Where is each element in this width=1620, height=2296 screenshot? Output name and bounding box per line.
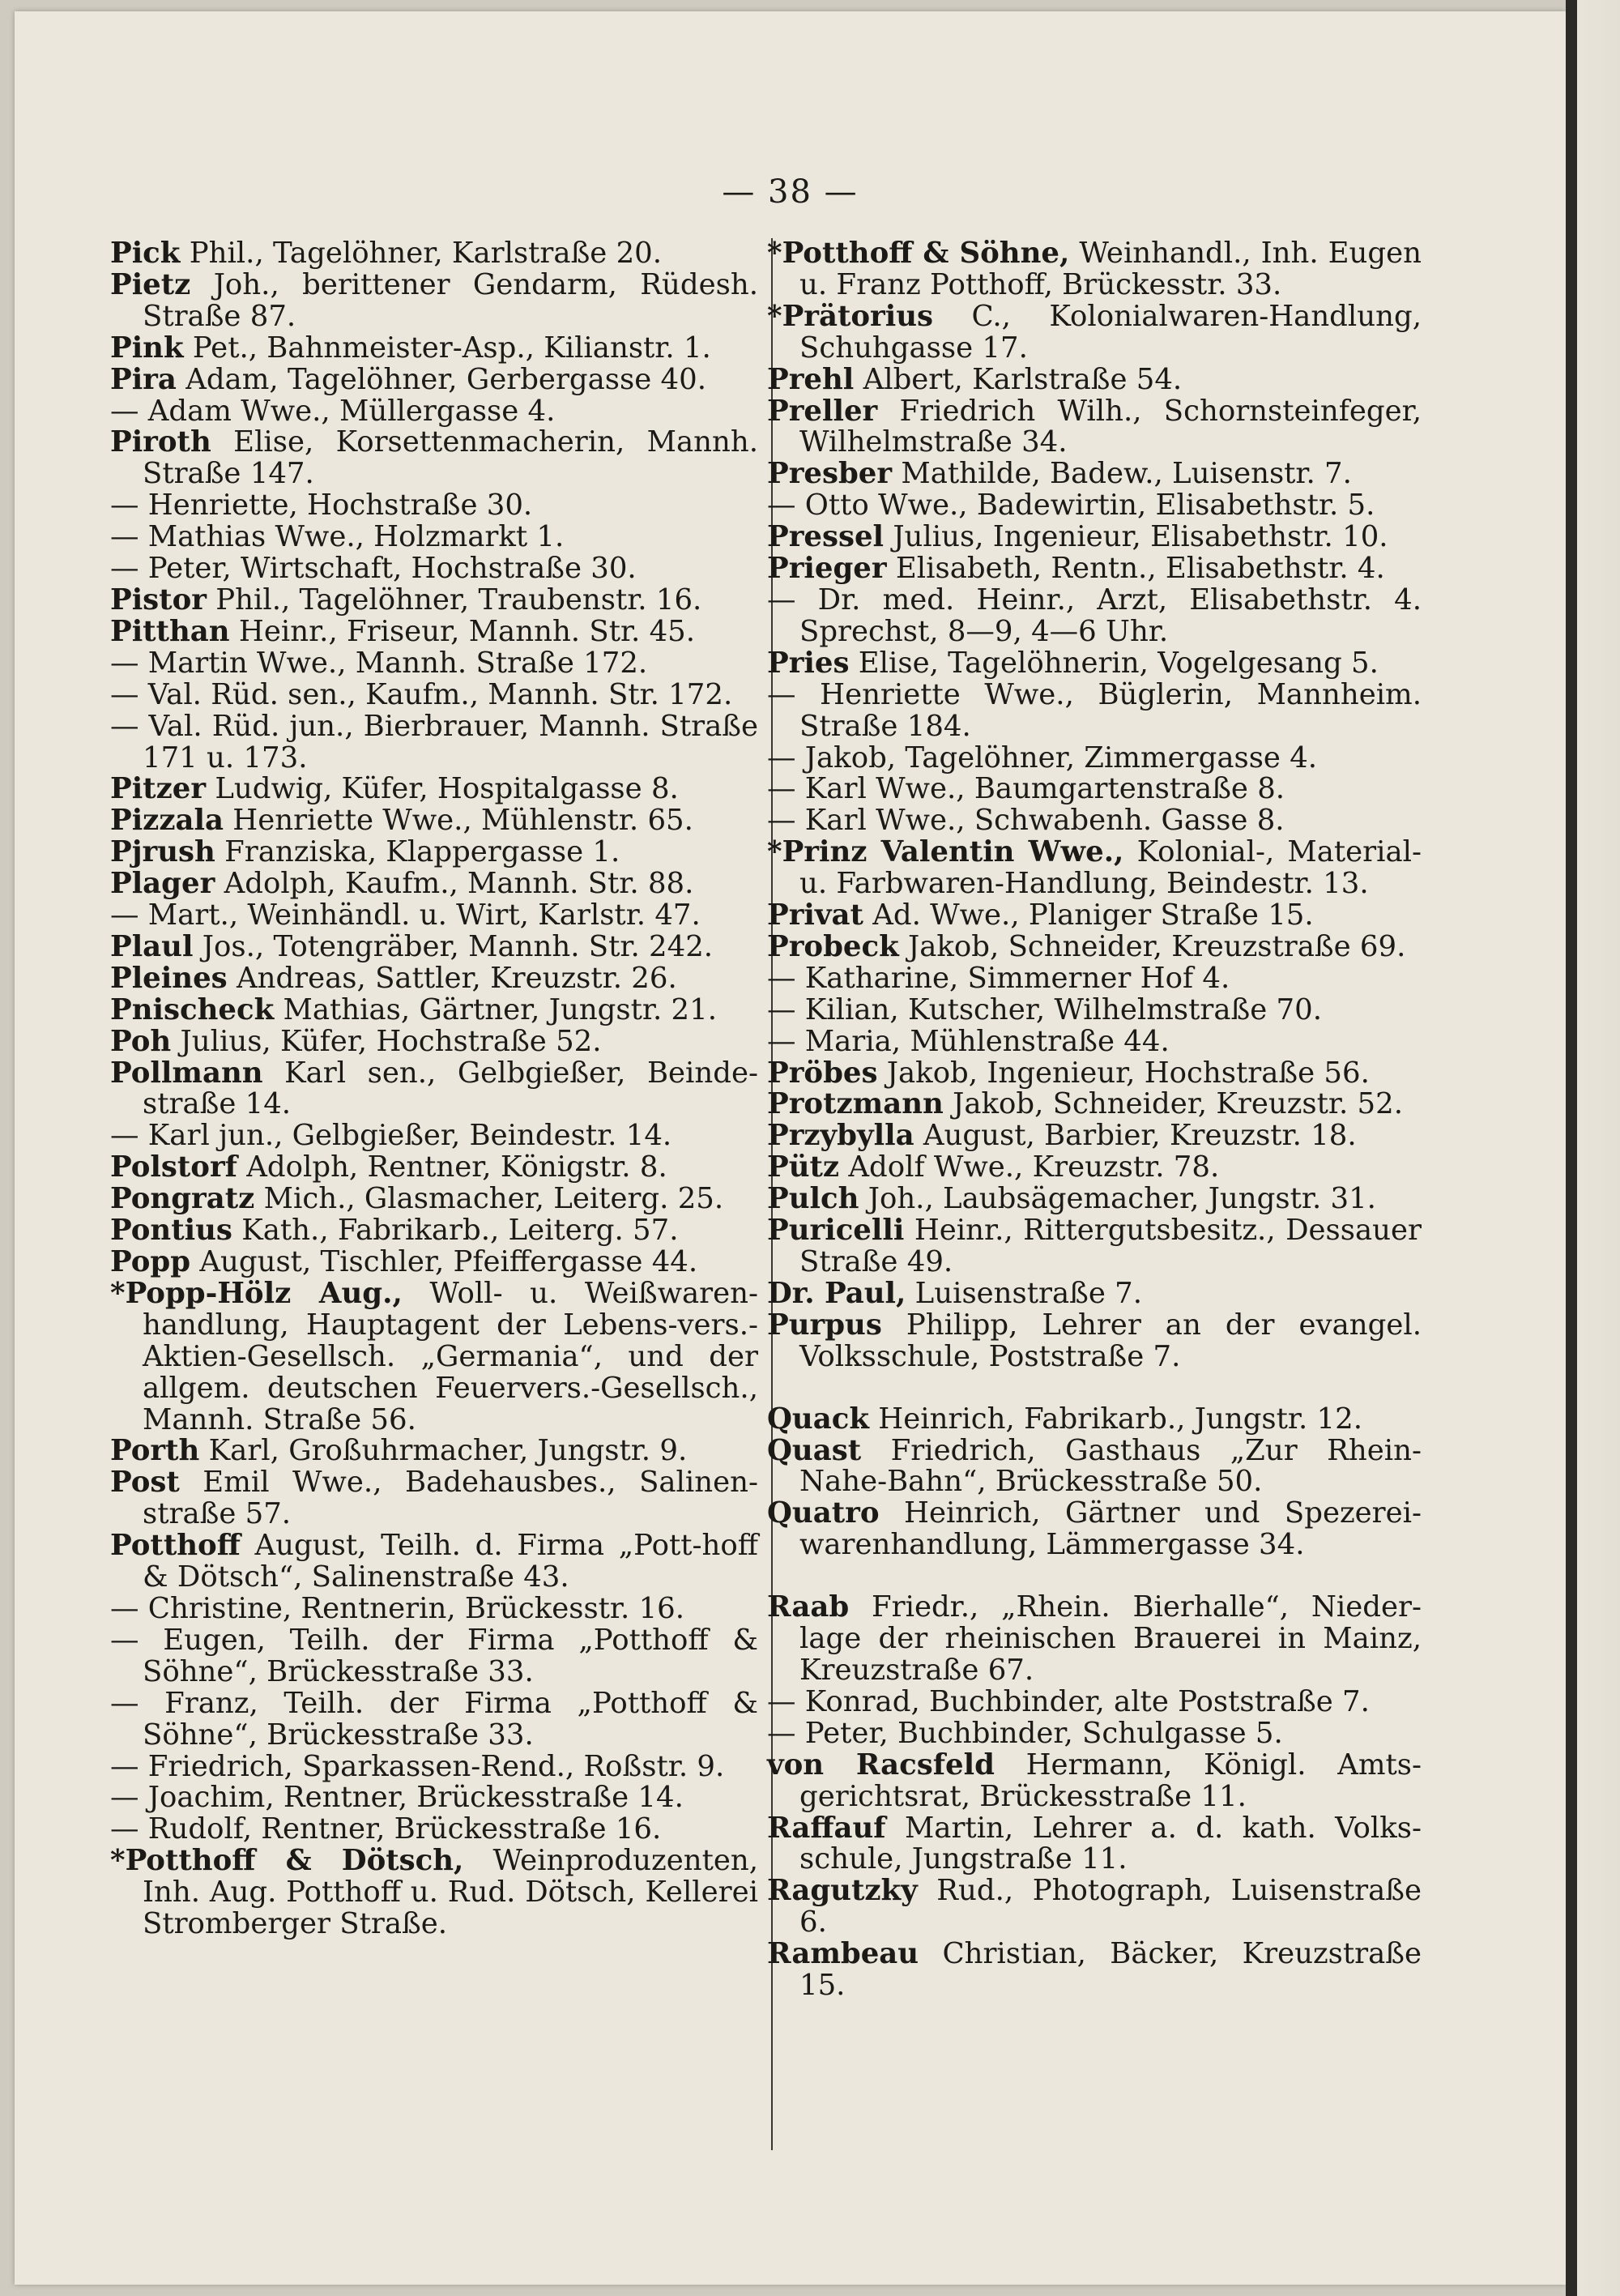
entry-surname: Pontius (110, 1214, 232, 1248)
directory-entry (110, 963, 758, 995)
directory-entry (110, 929, 758, 963)
directory-entry (767, 1278, 1422, 1310)
entry-details: Joh., berittener Gendarm, Rüdesh. Straße 87. (143, 267, 758, 333)
entry-details: August, Tischler, Pfeiffergasse 44. (199, 1245, 698, 1278)
directory-entry (767, 1718, 1422, 1750)
directory-entry (110, 238, 758, 270)
directory-entry (767, 1433, 1422, 1499)
entry-details: Philipp, Lehrer an der evangel. Volksschule, Poststraße 7. (799, 1308, 1422, 1373)
entry-surname: Pitthan (110, 614, 230, 648)
directory-entry (767, 837, 1422, 900)
entry-surname: Popp (110, 1245, 191, 1278)
entry-surname: *Potthoff & Dötsch, (110, 1844, 464, 1878)
directory-entry (110, 1782, 758, 1814)
entry-surname: Rambeau (767, 1937, 919, 1971)
entry-details: — Karl Wwe., Baumgartenstraße 8. (767, 772, 1285, 806)
entry-details: — Mathias Wwe., Holzmarkt 1. (110, 520, 565, 554)
directory-entry (767, 1498, 1422, 1561)
entry-details: Heinrich, Fabrikarb., Jungstr. 12. (878, 1402, 1362, 1436)
directory-entry (110, 1814, 758, 1846)
entry-surname: *Popp-Hölz Aug., (110, 1276, 403, 1310)
entry-surname: von Racsfeld (767, 1748, 995, 1782)
directory-entry (110, 553, 758, 585)
directory-entry (110, 1026, 758, 1058)
entry-details: Woll- u. Weißwaren-handlung, Hauptagent der Lebens-vers.-Aktien-Gesellsch. „Germania“, und der allgem. deutschen Feuervers.-Gesellsch., Mannh. Straße 56. (143, 1276, 758, 1436)
directory-entry (110, 490, 758, 522)
directory-entry (767, 522, 1422, 553)
entry-surname: Preller (767, 394, 878, 428)
directory-entry (767, 648, 1422, 680)
entry-surname: Plager (110, 867, 215, 901)
directory-entry (110, 396, 758, 428)
directory-entry (110, 677, 758, 711)
entry-surname: Pressel (767, 520, 885, 554)
directory-entry (767, 585, 1422, 648)
entry-surname: Pütz (767, 1150, 840, 1184)
directory-entry (767, 1058, 1422, 1090)
entry-details: Elise, Korsettenmacherin, Mannh. Straße 147. (143, 425, 758, 491)
directory-entry (110, 1184, 758, 1215)
entry-details: — Friedrich, Sparkassen-Rend., Roßstr. 9. (110, 1749, 725, 1783)
entry-details: Luisenstraße 7. (914, 1276, 1143, 1310)
directory-entry (110, 1591, 758, 1625)
entry-details: Elisabeth, Rentn., Elisabethstr. 4. (895, 552, 1385, 586)
entry-details: — Rudolf, Rentner, Brückesstraße 16. (110, 1812, 662, 1846)
directory-entry (767, 992, 1422, 1026)
entry-surname: Pistor (110, 583, 207, 617)
directory-entry (110, 1058, 758, 1121)
directory-page (15, 11, 1566, 2285)
entry-details: Karl, Großuhrmacher, Jungstr. 9. (208, 1434, 688, 1468)
entry-details: Julius, Küfer, Hochstraße 52. (180, 1024, 602, 1058)
entry-details: — Konrad, Buchbinder, alte Poststraße 7. (767, 1684, 1370, 1718)
entry-details: — Franz, Teilh. der Firma „Potthoff & Söhne“, Brückesstraße 33. (110, 1686, 758, 1752)
entry-details: Heinrich, Gärtner und Spezerei-warenhandlung, Lämmergasse 34. (799, 1496, 1422, 1562)
entry-details: — Karl jun., Gelbgießer, Beindestr. 14. (110, 1119, 672, 1153)
directory-entry (767, 1813, 1422, 1876)
entry-details: Phil., Tagelöhner, Traubenstr. 16. (215, 583, 702, 617)
entry-details: — Henriette, Hochstraße 30. (110, 489, 533, 523)
directory-entry (110, 1530, 758, 1594)
entry-details: Phil., Tagelöhner, Karlstraße 20. (189, 237, 663, 270)
entry-surname: Raab (767, 1590, 850, 1624)
entry-details: — Adam Wwe., Müllergasse 4. (110, 394, 556, 428)
directory-entry (767, 1184, 1422, 1215)
entry-surname: Pries (767, 646, 850, 680)
directory-entry (110, 1152, 758, 1184)
directory-entry (767, 1939, 1422, 2002)
entry-surname: Prehl (767, 362, 855, 396)
directory-entry (110, 267, 758, 333)
entry-details: — Karl Wwe., Schwabenh. Gasse 8. (767, 804, 1285, 838)
left-column (110, 238, 758, 1940)
entry-details: — Maria, Mühlenstraße 44. (767, 1024, 1170, 1058)
entry-surname: Purpus (767, 1308, 882, 1342)
entry-details: Adolph, Rentner, Königstr. 8. (246, 1150, 667, 1184)
directory-entry (110, 1846, 758, 1940)
entry-surname: Polstorf (110, 1150, 237, 1184)
directory-entry (110, 774, 758, 805)
right-column (767, 238, 1422, 2002)
entry-details: Franziska, Klappergasse 1. (224, 835, 620, 869)
entry-details: Adolph, Kaufm., Mannh. Str. 88. (224, 867, 694, 901)
entry-details: Mathias, Gärtner, Jungstr. 21. (283, 992, 717, 1026)
entry-details: — Joachim, Rentner, Brückesstraße 14. (110, 1781, 684, 1815)
directory-entry (767, 929, 1422, 963)
entry-details: August, Barbier, Kreuzstr. 18. (923, 1119, 1357, 1153)
directory-entry (110, 837, 758, 868)
directory-entry (110, 1749, 758, 1783)
directory-entry (110, 614, 758, 648)
entry-details: Mich., Glasmacher, Leiterg. 25. (263, 1182, 724, 1216)
entry-surname: Poh (110, 1024, 172, 1058)
entry-details: Mathilde, Badew., Luisenstr. 7. (901, 457, 1352, 491)
directory-entry (110, 1278, 758, 1436)
directory-entry (110, 648, 758, 680)
entry-details: Adam, Tagelöhner, Gerbergasse 40. (185, 362, 706, 396)
entry-surname: Quatro (767, 1496, 880, 1530)
entry-details: Elise, Tagelöhnerin, Vogelgesang 5. (858, 646, 1379, 680)
directory-entry (110, 805, 758, 837)
entry-details: August, Teilh. d. Firma „Pott-hoff & Dötsch“, Salinenstraße 43. (143, 1529, 758, 1594)
directory-entry (767, 1215, 1422, 1278)
entry-surname: Quack (767, 1402, 869, 1436)
entry-surname: Przybylla (767, 1119, 914, 1153)
entry-details: — Peter, Wirtschaft, Hochstraße 30. (110, 552, 637, 586)
entry-surname: Pröbes (767, 1056, 878, 1090)
entry-surname: *Potthoff & Söhne, (767, 237, 1070, 270)
entry-details: Hermann, Königl. Amts-gerichtsrat, Brückesstraße 11. (799, 1748, 1422, 1813)
entry-details: — Otto Wwe., Badewirtin, Elisabethstr. 5. (767, 489, 1375, 523)
entry-surname: Potthoff (110, 1529, 241, 1563)
directory-entry (767, 963, 1422, 995)
entry-surname: Pleines (110, 961, 228, 995)
directory-entry (767, 1876, 1422, 1939)
directory-entry (110, 868, 758, 900)
entry-details: Henriette Wwe., Mühlenstr. 65. (232, 804, 693, 838)
entry-details: Andreas, Sattler, Kreuzstr. 26. (236, 961, 677, 995)
directory-entry (767, 774, 1422, 805)
entry-details: Kolonial-, Material- u. Farbwaren-Handlung, Beindestr. 13. (799, 835, 1422, 901)
entry-surname: Privat (767, 898, 863, 932)
entry-details: Heinr., Rittergutsbesitz., Dessauer Straße 49. (799, 1214, 1422, 1278)
entry-surname: Pollmann (110, 1056, 263, 1090)
entry-details: Jos., Totengräber, Mannh. Str. 242. (202, 929, 714, 963)
directory-entry (767, 1026, 1422, 1058)
directory-entry (767, 1120, 1422, 1152)
directory-entry (110, 1625, 758, 1688)
directory-entry (767, 362, 1422, 396)
directory-entry (110, 992, 758, 1026)
entry-details: Karl sen., Gelbgießer, Beinde-straße 14. (143, 1056, 758, 1121)
entry-surname: Pjrush (110, 835, 215, 869)
entry-surname: Dr. Paul, (767, 1276, 906, 1310)
directory-entry (767, 490, 1422, 522)
entry-surname: Raffauf (767, 1811, 886, 1845)
entry-details: — Christine, Rentnerin, Brückesstr. 16. (110, 1591, 685, 1625)
entry-details: Weinproduzenten, Inh. Aug. Potthoff u. Rud. Dötsch, Kellerei Stromberger Straße. (143, 1844, 758, 1941)
directory-entry (110, 522, 758, 553)
directory-entry (110, 1467, 758, 1530)
entry-surname: Quast (767, 1433, 862, 1467)
entry-surname: Protzmann (767, 1087, 944, 1121)
directory-entry (110, 900, 758, 932)
directory-entry (767, 1592, 1422, 1687)
entry-details: — Mart., Weinhändl. u. Wirt, Karlstr. 47. (110, 898, 701, 932)
directory-entry (767, 900, 1422, 932)
adjacent-page-edge (1566, 0, 1620, 2296)
entry-surname: Pitzer (110, 772, 207, 806)
entry-surname: Pizzala (110, 804, 224, 838)
entry-details: Ad. Wwe., Planiger Straße 15. (872, 898, 1314, 932)
directory-entry (110, 711, 758, 775)
directory-entry (767, 396, 1422, 459)
entry-details: — Jakob, Tagelöhner, Zimmergasse 4. (767, 740, 1318, 775)
entry-details: Adolf Wwe., Kreuzstr. 78. (848, 1150, 1220, 1184)
entry-surname: Pira (110, 362, 177, 396)
page-number: — 38 — (722, 173, 859, 211)
entry-details: Friedrich Wilh., Schornsteinfeger, Wilhelmstraße 34. (799, 394, 1422, 459)
entry-surname: Pietz (110, 267, 191, 301)
entry-surname: Puricelli (767, 1214, 905, 1248)
entry-surname: Porth (110, 1434, 200, 1468)
entry-surname: *Prätorius (767, 299, 934, 333)
entry-details: Friedrich, Gasthaus „Zur Rhein-Nahe-Bahn“, Brückesstraße 50. (799, 1433, 1422, 1499)
entry-details: Jakob, Schneider, Kreuzstraße 69. (908, 929, 1406, 963)
directory-entry (767, 301, 1422, 365)
directory-entry (767, 1089, 1422, 1120)
entry-surname: Piroth (110, 425, 211, 459)
entry-details: — Peter, Buchbinder, Schulgasse 5. (767, 1716, 1283, 1750)
directory-entry (110, 333, 758, 365)
entry-details: Rud., Photograph, Luisenstraße 6. (799, 1874, 1422, 1940)
directory-entry (110, 362, 758, 396)
directory-entry (767, 740, 1422, 775)
entry-surname: Probeck (767, 929, 899, 963)
entry-surname: Prieger (767, 552, 887, 586)
entry-surname: Pongratz (110, 1182, 255, 1216)
entry-details: Pet., Bahnmeister-Asp., Kilianstr. 1. (192, 331, 711, 365)
entry-details: Friedr., „Rhein. Bierhalle“, Nieder-lage der rheinischen Brauerei in Mainz, Kreuzstraße 67. (799, 1590, 1422, 1687)
entry-details: — Val. Rüd. sen., Kaufm., Mannh. Str. 172. (110, 677, 733, 711)
directory-entry (767, 553, 1422, 585)
entry-details: C., Kolonialwaren-Handlung, Schuhgasse 17. (799, 299, 1422, 365)
entry-details: — Eugen, Teilh. der Firma „Potthoff & Söhne“, Brückesstraße 33. (110, 1623, 758, 1688)
entry-details: — Dr. med. Heinr., Arzt, Elisabethstr. 4. Sprechst, 8—9, 4—6 Uhr. (767, 583, 1422, 648)
entry-surname: Plaul (110, 929, 194, 963)
entry-details: — Martin Wwe., Mannh. Straße 172. (110, 646, 648, 680)
directory-entry (110, 1688, 758, 1752)
directory-entry (767, 459, 1422, 490)
entry-surname: Pulch (767, 1182, 859, 1216)
entry-details: Jakob, Ingenieur, Hochstraße 56. (886, 1056, 1370, 1090)
entry-details: Martin, Lehrer a. d. kath. Volks-schule, Jungstraße 11. (799, 1811, 1422, 1876)
entry-surname: Ragutzky (767, 1874, 918, 1908)
entry-surname: Pnischeck (110, 992, 275, 1026)
entry-details: Christian, Bäcker, Kreuzstraße 15. (799, 1937, 1422, 2003)
entry-details: Kath., Fabrikarb., Leiterg. 57. (241, 1214, 679, 1248)
entry-details: Joh., Laubsägemacher, Jungstr. 31. (868, 1182, 1376, 1216)
entry-details: Emil Wwe., Badehausbes., Salinen-straße 57. (143, 1466, 758, 1531)
directory-entry (110, 1120, 758, 1152)
entry-surname: Pick (110, 237, 181, 270)
directory-entry (767, 1152, 1422, 1184)
entry-details: Jakob, Schneider, Kreuzstr. 52. (953, 1087, 1404, 1121)
entry-details: — Katharine, Simmerner Hof 4. (767, 961, 1230, 995)
directory-entry (110, 1247, 758, 1278)
entry-surname: Post (110, 1466, 180, 1500)
entry-details: Heinr., Friseur, Mannh. Str. 45. (238, 614, 696, 648)
directory-entry (110, 427, 758, 490)
entry-surname: Pink (110, 331, 184, 365)
entry-details: Albert, Karlstraße 54. (863, 362, 1183, 396)
directory-entry (110, 1215, 758, 1247)
directory-entry (767, 805, 1422, 837)
directory-entry (110, 585, 758, 617)
entry-details: Ludwig, Küfer, Hospitalgasse 8. (215, 772, 679, 806)
entry-surname: *Prinz Valentin Wwe., (767, 835, 1124, 869)
directory-entry (110, 1436, 758, 1467)
directory-entry (767, 1684, 1422, 1718)
entry-details: — Henriette Wwe., Büglerin, Mannheim. Straße 184. (767, 677, 1422, 743)
entry-details: Weinhandl., Inh. Eugen u. Franz Potthoff, Brückesstr. 33. (799, 237, 1422, 301)
entry-details: — Val. Rüd. jun., Bierbrauer, Mannh. Straße 171 u. 173. (110, 709, 758, 775)
directory-entry (767, 238, 1422, 301)
directory-entry (767, 677, 1422, 743)
entry-details: Julius, Ingenieur, Elisabethstr. 10. (893, 520, 1388, 554)
directory-entry (767, 1750, 1422, 1813)
directory-entry (767, 1404, 1422, 1436)
entry-details: — Kilian, Kutscher, Wilhelmstraße 70. (767, 992, 1322, 1026)
entry-surname: Presber (767, 457, 893, 491)
directory-entry (767, 1310, 1422, 1373)
